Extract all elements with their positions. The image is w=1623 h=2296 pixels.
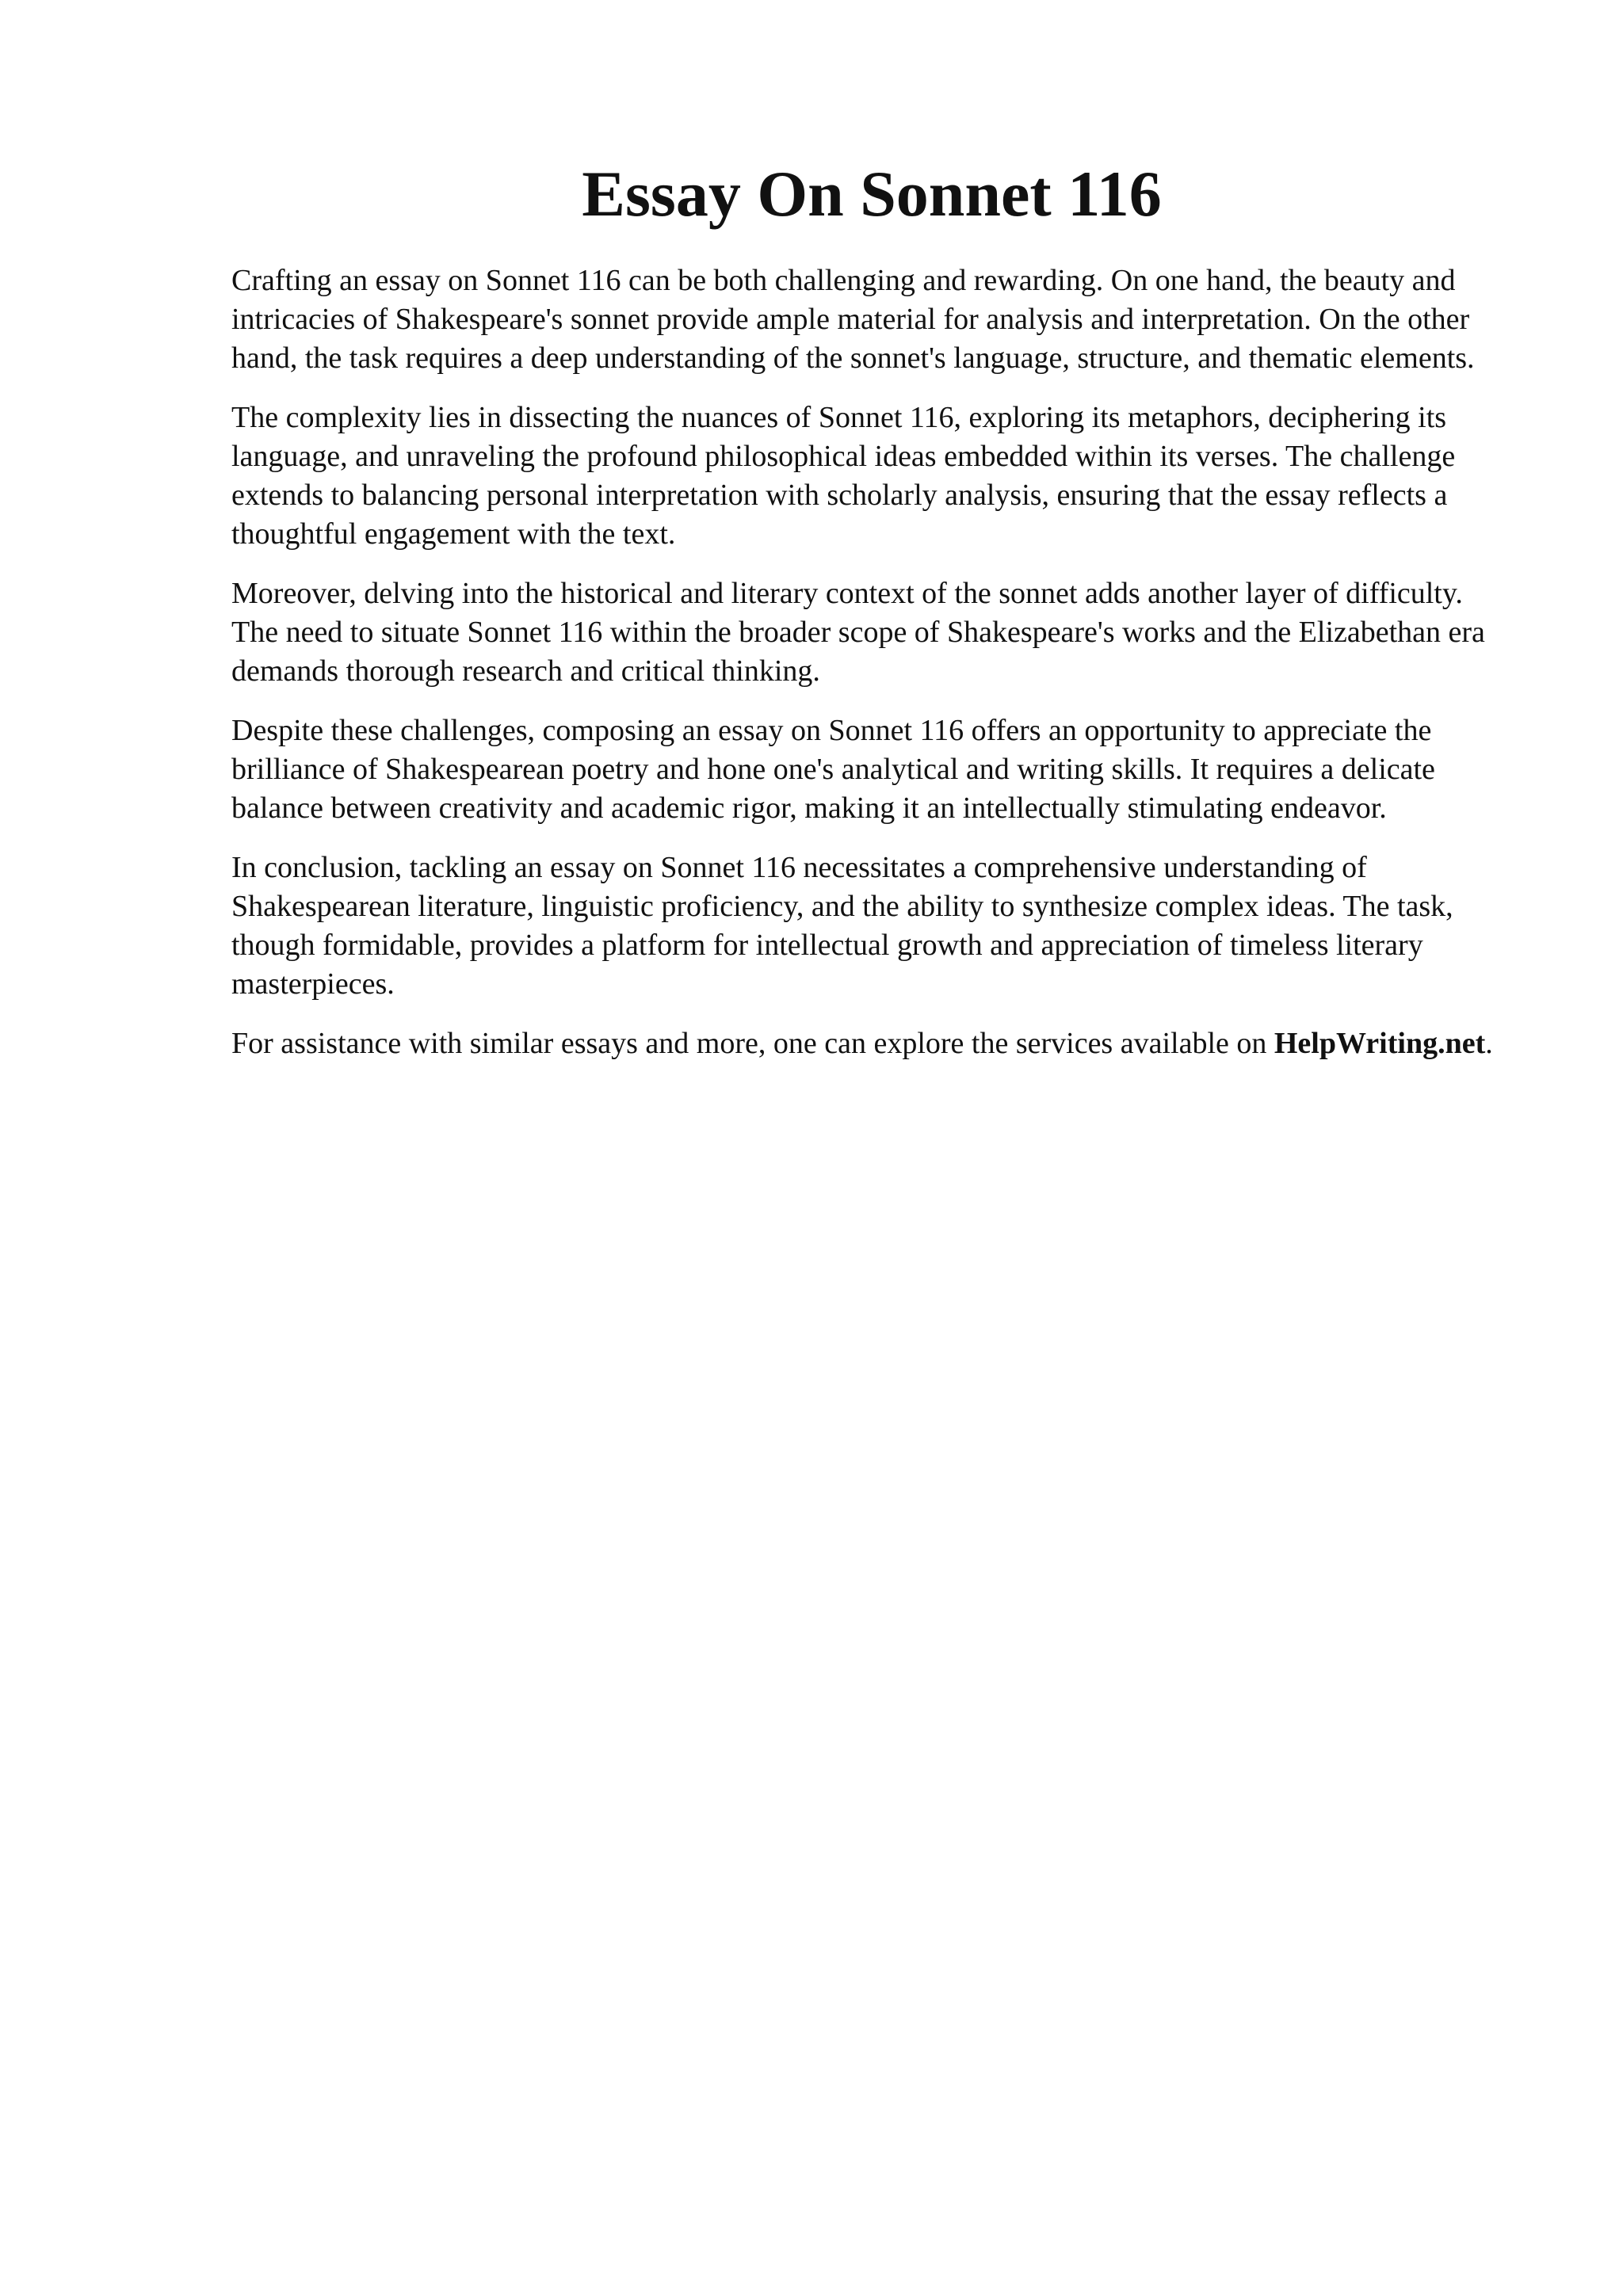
closing-period: . (1485, 1027, 1493, 1060)
essay-body (231, 261, 1515, 1084)
paragraph-complexity: The complexity lies in dissecting the nuances of Sonnet 116, exploring its metaphors, deciphering its language, and unraveling the profound philosophical ideas embedded within its verses. The challenge extends to balancing personal interpretation with scholarly analysis, ensuring that the essay reflects a thoughtful engagement with the text. (231, 401, 1456, 551)
paragraph-context: Moreover, delving into the historical and literary context of the sonnet adds another layer of difficulty. The need to situate Sonnet 116 within the broader scope of Shakespeare's works and the Elizabethan era demands thorough research and critical thinking. (231, 577, 1485, 688)
closing-text: For assistance with similar essays and more, one can explore the services available on (231, 1027, 1274, 1060)
page-title: Essay On Sonnet 116 (582, 158, 1162, 230)
paragraph-challenges: Despite these challenges, composing an essay on Sonnet 116 offers an opportunity to appreciate the brilliance of Shakespearean poetry and hone one's analytical and writing skills. It requires a delicate balance between creativity and academic rigor, making it an intellectually stimulating endeavor. (231, 714, 1435, 825)
paragraph-conclusion: In conclusion, tackling an essay on Sonnet 116 necessitates a comprehensive understanding of Shakespearean literature, linguistic proficiency, and the ability to synthesize complex ideas. The task, though formidable, provides a platform for intellectual growth and appreciation of timeless literary masterpieces. (231, 851, 1453, 1001)
paragraph-closing (231, 1024, 1515, 1063)
paragraph-intro: Crafting an essay on Sonnet 116 can be both challenging and rewarding. On one hand, the beauty and intricacies of Shakespeare's sonnet provide ample material for analysis and interpretation. On the other hand, the task requires a deep understanding of the sonnet's language, structure, and thematic elements. (231, 264, 1475, 375)
brand-link[interactable]: HelpWriting.net (1274, 1027, 1486, 1060)
